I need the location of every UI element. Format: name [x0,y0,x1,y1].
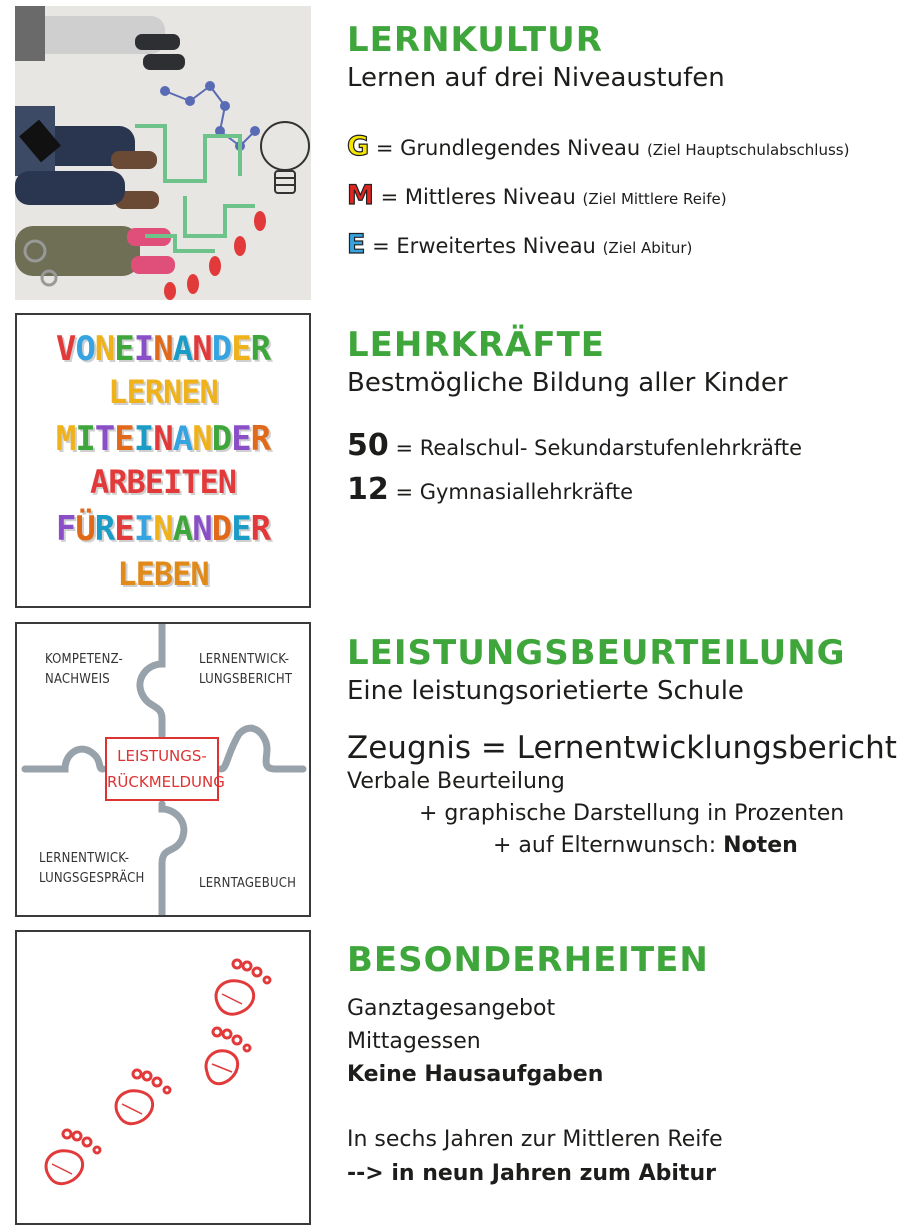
poster-word-2: LERNEN [108,373,218,411]
level-e-note: (Ziel Abitur) [602,239,693,257]
item-mittagessen: Mittagessen [347,1029,481,1054]
poster-letter: D [211,419,232,459]
level-m-line [347,181,907,214]
poster-letter: E [114,329,134,369]
puzzle-label-lernentwicklungsgespraech [39,849,145,889]
level-e-letter: E [347,229,366,260]
leistung-section [347,633,907,861]
poster-letter: E [231,329,251,369]
poster-letter: E [231,509,251,549]
besonderheiten-heading: BESONDERHEITEN [347,940,709,980]
poster-letter: R [250,509,271,549]
closing-mittlere-reife: In sechs Jahren zur Mittleren Reife [347,1127,723,1152]
count-realschul-text: = Realschul- Sekundarstufenlehrkräfte [395,436,803,460]
puzzle-label-kompetenz-line2: NACHWEIS [45,672,110,687]
poster-letter: A [172,329,193,369]
closing-abitur: --> in neun Jahren zum Abitur [347,1161,716,1186]
poster-letter: T [94,419,115,459]
students-lying-illustration [15,6,311,300]
poster-letter: R [250,329,271,369]
poster-letter: N [192,329,212,369]
poster-letter: Ü [75,509,95,549]
level-m-text: = Mittleres Niveau [380,185,576,209]
poster-word-6: LEBEN [117,555,209,593]
puzzle-label-kompetenz-line1: KOMPETENZ- [45,652,123,667]
footprints-image [15,930,311,1225]
poster-letter: R [250,419,271,459]
poster-letter: I [75,419,95,459]
poster-letter: F [55,509,76,549]
poster-letter: N [192,419,212,459]
level-g-letter: G [347,131,370,162]
lernkultur-section [347,20,907,263]
level-g-line [347,132,907,165]
count-realschul-number: 50 [347,428,389,463]
poster-letter: D [211,509,232,549]
verbale-beurteilung: Verbale Beurteilung [347,769,565,794]
puzzle-label-bericht-line1: LERNENTWICK- [199,652,290,667]
poster-letter: E [114,509,134,549]
voneinander-poster [15,313,311,608]
level-e-line [347,230,907,263]
poster-letter: I [133,329,154,369]
count-realschul-line [347,428,907,463]
elternwunsch-line [347,831,907,861]
lehrkraefte-section [347,325,907,507]
level-m-letter: M [347,180,374,211]
poster-letter: N [153,509,173,549]
elternwunsch-prefix: + auf Elternwunsch: [493,833,724,858]
poster-word-5 [17,509,309,549]
footprints-art [17,932,309,1223]
leistung-subtitle: Eine leistungsorietierte Schule [347,676,744,706]
poster-letter: M [55,419,76,459]
poster-letter: N [153,329,173,369]
poster-word-1 [17,329,309,369]
level-e-text: = Erweitertes Niveau [372,234,596,258]
level-m-note: (Ziel Mittlere Reife) [582,190,727,208]
puzzle-label-bericht-line2: LUNGSBERICHT [199,672,293,687]
puzzle-label-gespraech-line2: LUNGSGESPRÄCH [39,871,145,886]
poster-letter: A [172,509,193,549]
poster-word-4: ARBEITEN [89,463,237,501]
lernkultur-heading: LERNKULTUR [347,20,603,60]
poster-letter: N [153,419,173,459]
poster-letter: D [211,329,232,369]
poster-letter: N [94,329,115,369]
poster-letter: E [114,419,134,459]
students-illustration-art [15,6,311,300]
poster-letter: I [133,509,154,549]
leistung-heading: LEISTUNGSBEURTEILUNG [347,633,846,673]
noten-text: Noten [723,833,798,858]
puzzle-label-lerntagebuch: LERNTAGEBUCH [199,876,297,891]
count-gymnasial-number: 12 [347,472,389,507]
puzzle-label-kompetenz [45,650,123,690]
graphische-darstellung: + graphische Darstellung in Prozenten [419,801,845,826]
besonderheiten-section [347,940,907,1191]
poster-letter: O [75,329,95,369]
count-gymnasial-line [347,472,907,507]
poster-word-3 [17,419,309,459]
item-ganztag: Ganztagesangebot [347,996,556,1021]
leistungsrueckmeldung-box [105,737,225,801]
level-g-text: = Grundlegendes Niveau [375,136,641,160]
count-gymnasial-text: = Gymnasiallehrkräfte [395,480,634,504]
poster-letter: N [192,509,212,549]
poster-letter: I [133,419,154,459]
lernkultur-subtitle: Lernen auf drei Niveaustufen [347,63,725,93]
center-box-line1: LEISTUNGS- [117,747,207,765]
poster-letter: V [55,329,76,369]
zeugnis-line: Zeugnis = Lernentwicklungsbericht [347,730,897,766]
poster-letter: E [231,419,251,459]
item-keine-hausaufgaben: Keine Hausaufgaben [347,1062,604,1087]
level-g-note: (Ziel Hauptschulabschluss) [646,141,850,159]
center-box-line2: RÜCKMELDUNG [107,773,225,791]
poster-letter: A [172,419,193,459]
lehrkraefte-subtitle: Bestmögliche Bildung aller Kinder [347,368,788,398]
lehrkraefte-heading: LEHRKRÄFTE [347,325,606,365]
poster-letter: R [94,509,115,549]
leistungs-puzzle-diagram [15,622,311,917]
puzzle-label-lernentwicklungsbericht [199,650,292,690]
puzzle-label-gespraech-line1: LERNENTWICK- [39,851,130,866]
